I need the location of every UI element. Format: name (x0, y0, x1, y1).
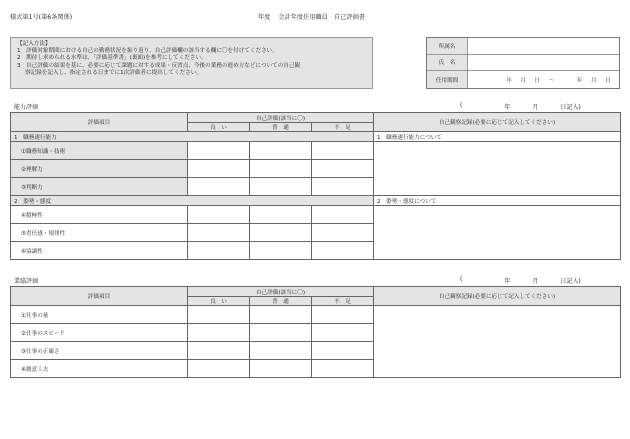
date-year: 年 (504, 278, 511, 285)
eval-item: ⑤責任感・規律性 (11, 224, 188, 242)
period-year-end: 年 (576, 77, 583, 84)
instruction-line: 3 自己評価の結果を基に、必要に応じて課題に対する成果・反省点、今後の業務の進め方などについての自己観 (17, 62, 301, 69)
rating-cell-normal[interactable] (250, 178, 312, 196)
rating-cell-poor[interactable] (312, 306, 374, 324)
rating-cell-poor[interactable] (312, 224, 374, 242)
date-day-entry: 日記入) (560, 278, 581, 285)
rating-cell-good[interactable] (188, 360, 250, 378)
form-number: 様式第1号(第6条関係) (10, 14, 73, 21)
eval-item: ②仕事のスピード (11, 324, 188, 342)
date-open-paren: ( (460, 102, 463, 109)
rating-cell-normal[interactable] (250, 306, 312, 324)
eval-item: ②理解力 (11, 160, 188, 178)
form-title (258, 12, 371, 21)
employee-info-box (426, 37, 620, 89)
self-record-field[interactable] (374, 142, 621, 196)
rating-cell-good[interactable] (188, 242, 250, 260)
rating-cell-poor[interactable] (312, 342, 374, 360)
self-record-field[interactable] (374, 306, 621, 378)
col-normal: 普 通 (250, 297, 312, 306)
instruction-line: 1 評価対象期間における自己の勤務状況を振り返り、自己評価欄の該当する欄に〇を付けてください。 (17, 48, 278, 55)
period-year-start: 年 (506, 77, 512, 84)
col-self-record: 自己観察記録(必要に応じて記入してください) (374, 113, 621, 132)
rating-cell-poor[interactable] (312, 242, 374, 260)
col-self-eval: 自己評価(該当に〇) (188, 287, 374, 297)
performance-section-title: 業績評価 (14, 278, 39, 285)
period-label: 任用期間 (427, 71, 468, 88)
eval-item: ⑥協調性 (11, 242, 188, 260)
affiliation-label: 所属名 (427, 38, 468, 54)
category-header: 2 姿勢・態度 (11, 196, 374, 206)
self-record-field[interactable] (374, 206, 621, 260)
record-category-header: 1 職務遂行能力について (374, 132, 621, 142)
col-eval-item: 評価項目 (11, 287, 188, 306)
name-label: 氏 名 (427, 55, 468, 71)
record-category-header: 2 姿勢・態度について (374, 196, 621, 206)
col-good: 良 い (188, 123, 250, 132)
rating-cell-good[interactable] (188, 142, 250, 160)
rating-cell-good[interactable] (188, 324, 250, 342)
period-field[interactable] (468, 71, 619, 88)
name-field[interactable] (468, 55, 619, 71)
instruction-line: 察記録を記入し、指定される日までに1次評価者に提出してください。 (25, 69, 202, 76)
performance-evaluation-table (10, 286, 621, 378)
rating-cell-poor[interactable] (312, 324, 374, 342)
rating-cell-good[interactable] (188, 342, 250, 360)
col-normal: 普 通 (250, 123, 312, 132)
rating-cell-normal[interactable] (250, 242, 312, 260)
eval-item: ①職務知識・技術 (11, 142, 188, 160)
ability-section-title: 能力評価 (14, 104, 39, 111)
eval-item: ③仕事の正確さ (11, 342, 188, 360)
rating-cell-poor[interactable] (312, 178, 374, 196)
rating-cell-normal[interactable] (250, 224, 312, 242)
col-self-record: 自己観察記録(必要に応じて記入してください) (374, 287, 621, 306)
rating-cell-poor[interactable] (312, 160, 374, 178)
fiscal-year-label: 年度 (258, 14, 271, 21)
date-year: 年 (504, 104, 511, 111)
rating-cell-good[interactable] (188, 178, 250, 196)
instructions-box (10, 37, 373, 89)
instructions-heading: 【記入方法】 (17, 41, 51, 47)
col-poor: 不 足 (312, 297, 374, 306)
rating-cell-poor[interactable] (312, 360, 374, 378)
performance-date-line (460, 276, 581, 285)
affiliation-field[interactable] (468, 38, 619, 54)
eval-item: ①仕事の量 (11, 306, 188, 324)
date-month: 月 (532, 104, 539, 111)
col-good: 良 い (188, 297, 250, 306)
rating-cell-normal[interactable] (250, 342, 312, 360)
rating-cell-normal[interactable] (250, 206, 312, 224)
period-day-end: 日 (605, 77, 611, 84)
rating-cell-normal[interactable] (250, 160, 312, 178)
ability-evaluation-table (10, 112, 621, 260)
rating-cell-good[interactable] (188, 206, 250, 224)
rating-cell-poor[interactable] (312, 142, 374, 160)
instruction-line: 2 期待し求められる水準は、「評価基準書」(裏面)を参考にしてください。 (17, 55, 207, 62)
date-day-entry: 日記入) (560, 104, 581, 111)
rating-cell-good[interactable] (188, 224, 250, 242)
eval-item: ④創意工夫 (11, 360, 188, 378)
rating-cell-normal[interactable] (250, 324, 312, 342)
date-open-paren: ( (460, 276, 463, 283)
rating-cell-poor[interactable] (312, 206, 374, 224)
period-month-start: 月 (520, 77, 527, 84)
date-month: 月 (532, 278, 539, 285)
rating-cell-good[interactable] (188, 306, 250, 324)
period-month-end: 月 (590, 77, 597, 84)
eval-item: ④積極性 (11, 206, 188, 224)
period-day-start: 日 (534, 77, 541, 84)
rating-cell-normal[interactable] (250, 360, 312, 378)
col-poor: 不 足 (312, 123, 374, 132)
category-header: 1 職務遂行能力 (11, 132, 374, 142)
period-separator: ～ (548, 77, 555, 84)
rating-cell-good[interactable] (188, 160, 250, 178)
ability-date-line (460, 102, 581, 111)
col-eval-item: 評価項目 (11, 113, 188, 132)
document-title: 会計年度任用職員 自己評価書 (278, 14, 365, 21)
rating-cell-normal[interactable] (250, 142, 312, 160)
eval-item: ③判断力 (11, 178, 188, 196)
col-self-eval: 自己評価(該当に〇) (188, 113, 374, 123)
